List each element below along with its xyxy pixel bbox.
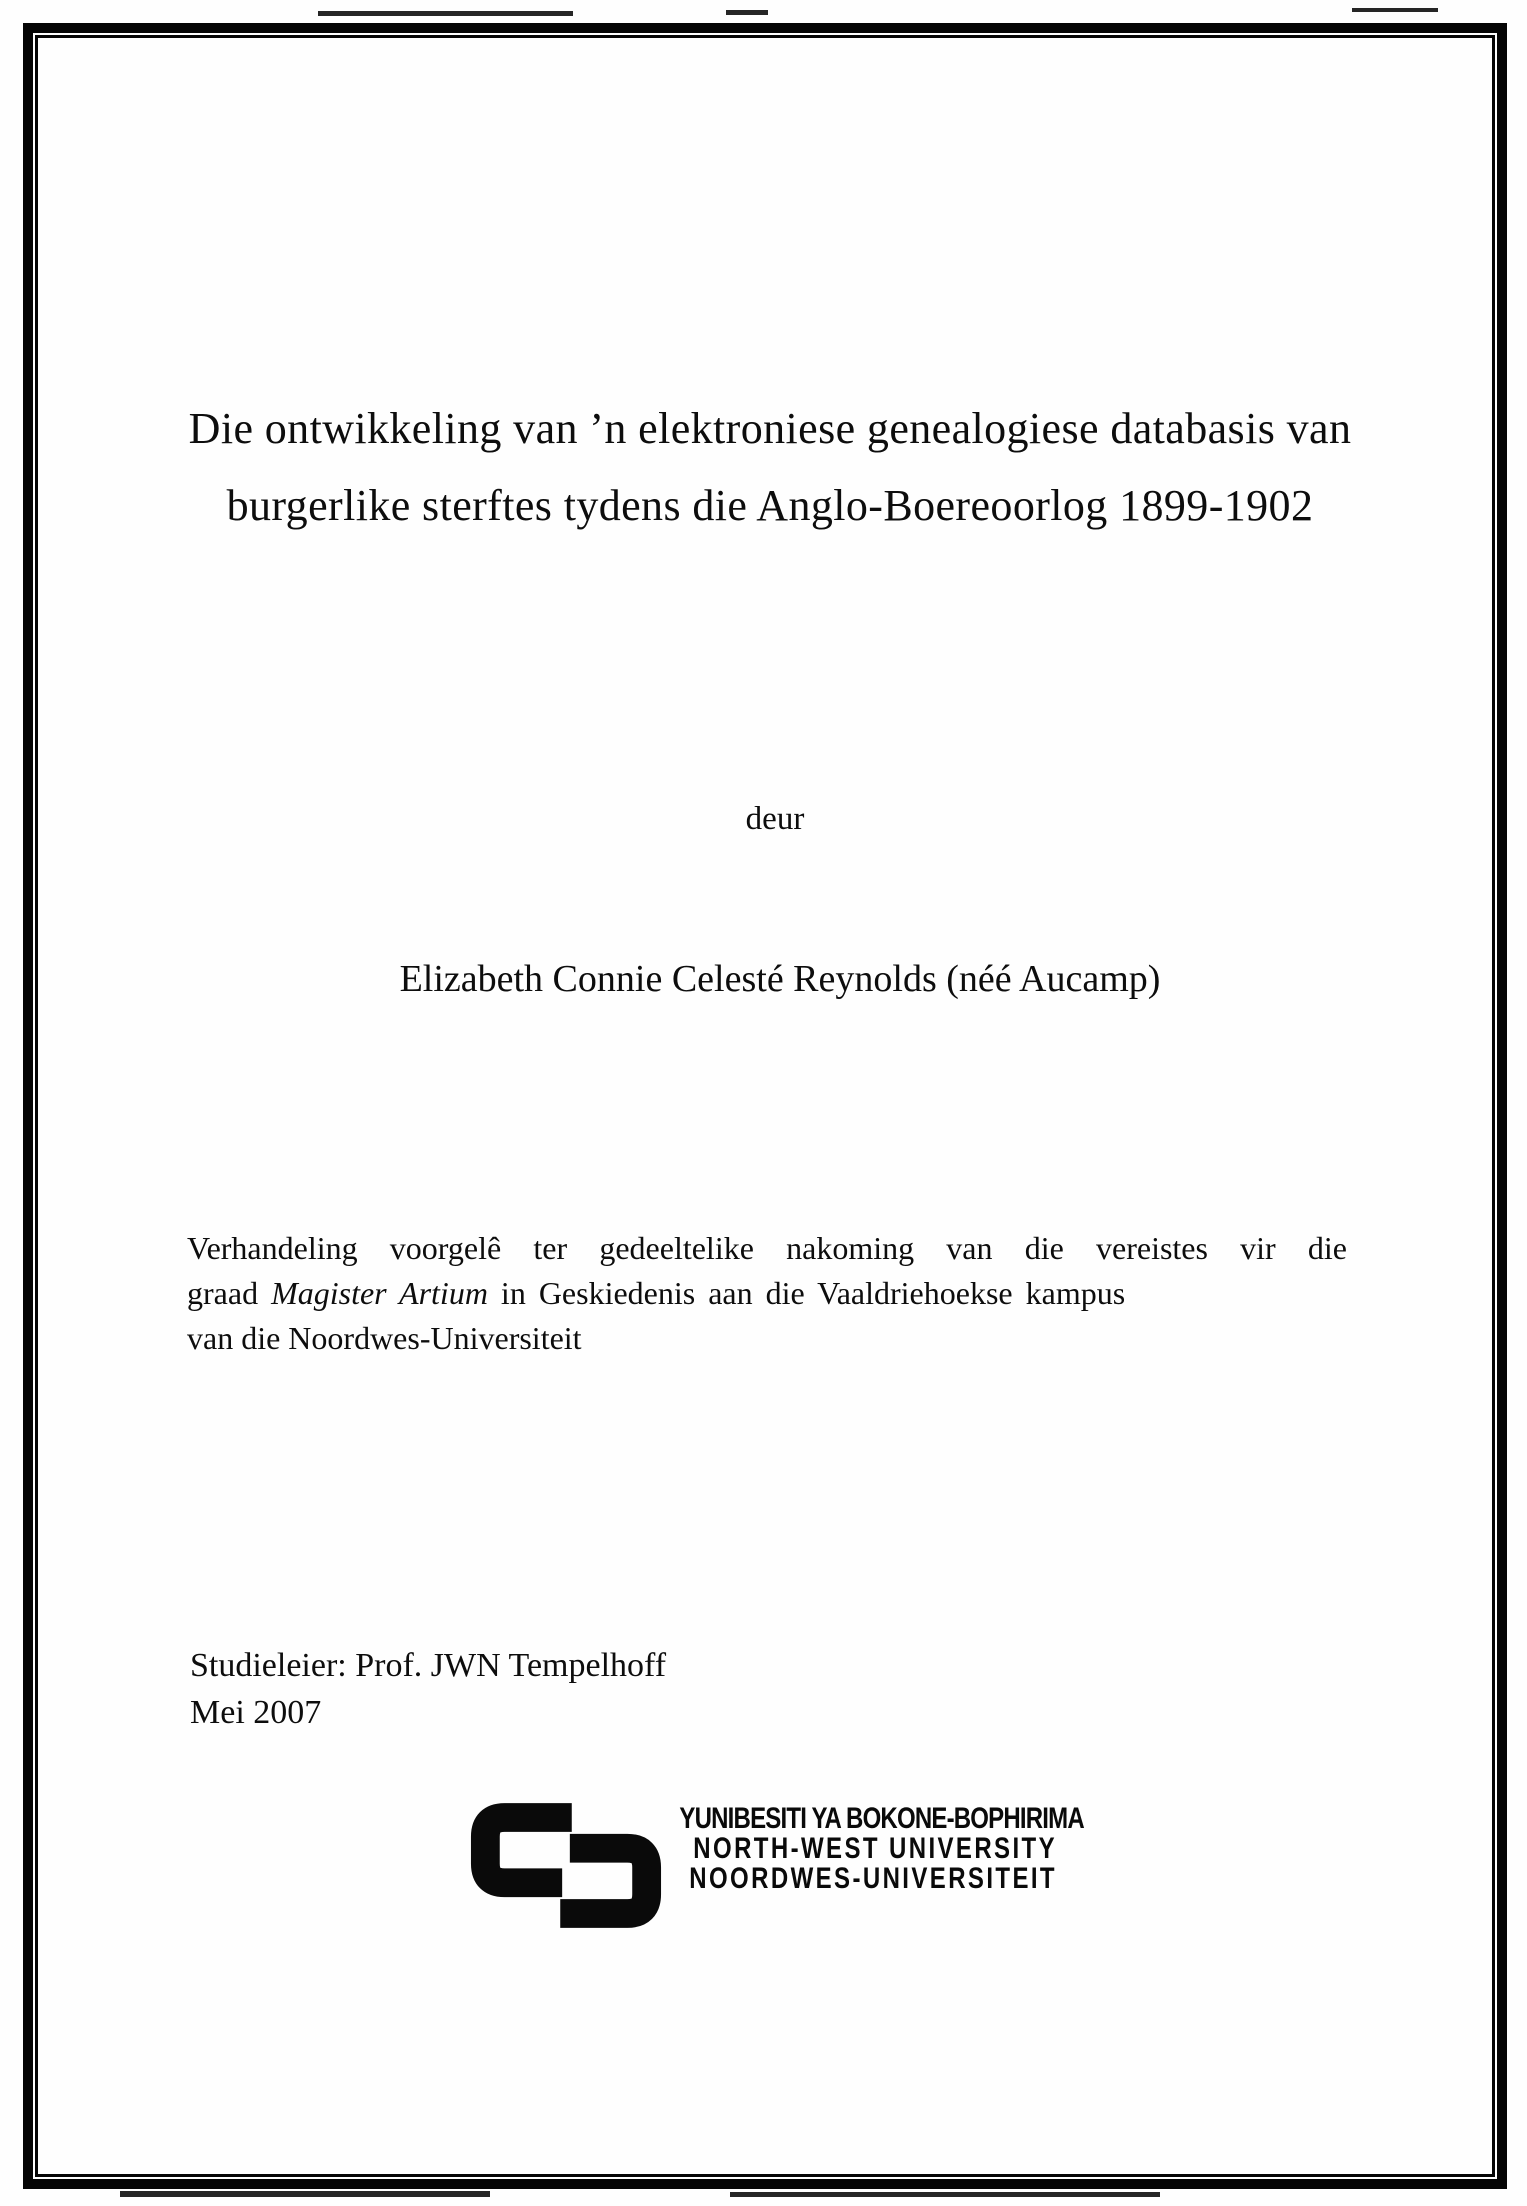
university-logo [470, 1800, 1090, 1940]
thesis-title [185, 390, 1355, 544]
degree-statement-line-2 [187, 1271, 1347, 1316]
date-line: Mei 2007 [190, 1694, 322, 1731]
scan-noise-dash [1352, 8, 1438, 12]
supervisor-line: Studieleier: Prof. JWN Tempelhoff [190, 1647, 667, 1684]
scan-noise-dash [726, 10, 768, 15]
university-logo-text [585, 1802, 1084, 1895]
scan-noise-dash [318, 11, 573, 16]
scan-noise-dash [730, 2192, 1160, 2197]
logo-line-setswana: YUNIBESITI YA BOKONE-BOPHIRIMA [679, 1802, 1084, 1835]
degree-statement [187, 1226, 1347, 1361]
byline-preposition: deur [745, 801, 805, 837]
scan-noise-dash [120, 2191, 490, 2197]
supervisor-block [190, 1642, 666, 1736]
degree-statement-line-3: van die Noordwes-Universiteit [187, 1320, 582, 1356]
logo-line-afrikaans: NOORDWES-UNIVERSITEIT [689, 1862, 1057, 1895]
degree-name: Magister Artium [271, 1275, 488, 1311]
author-name: Elizabeth Connie Celesté Reynolds (néé Aucamp) [399, 958, 1161, 1000]
thesis-title-line-1: Die ontwikkeling van ’n elektroniese genealogiese databasis van [188, 404, 1352, 453]
degree-statement-line-2-suffix: in Geskiedenis aan die Vaaldriehoekse kampus [487, 1275, 1126, 1311]
degree-statement-line-1: Verhandeling voorgelê ter gedeeltelike nakoming van die vereistes vir die [187, 1230, 1347, 1266]
thesis-title-line-2: burgerlike sterftes tydens die Anglo-Boereoorlog 1899-1902 [226, 481, 1314, 530]
degree-statement-line-2-prefix: graad [187, 1275, 272, 1311]
logo-line-english: NORTH-WEST UNIVERSITY [693, 1832, 1057, 1865]
